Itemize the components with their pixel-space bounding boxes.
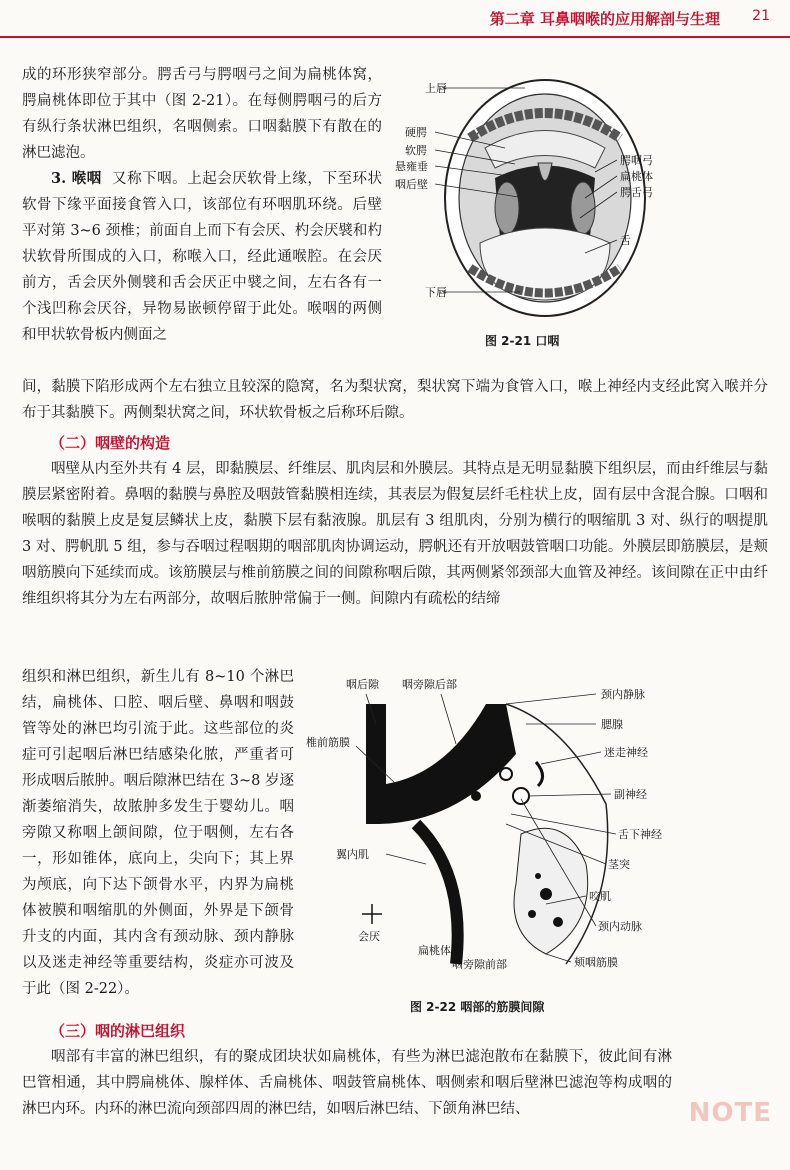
- paragraph-laryngopharynx: [22, 166, 382, 348]
- label-upper-lip: 上唇: [425, 82, 447, 95]
- section-heading-lymphoid: （三）咽的淋巴组织: [50, 1022, 186, 1040]
- paragraph-spaces: 组织和淋巴组织，新生儿有 8~10 个淋巴结，扁桃体、口腔、咽后壁、鼻咽和咽鼓管等处的淋巴均引流于此。这些部位的炎症可引起咽后淋巴结感染化脓，严重者可形成咽后脓肿。咽后隙淋巴结在 3~8 岁逐渐萎缩消失，故脓肿多发生于婴幼儿。咽旁隙又称咽上颌间隙，位于咽侧，左右各一，形如锥体，底向上，尖向下；其上界为颅底，向下达下颌骨水平，内界为扁桃体被膜和咽缩肌的外侧面，外界是下颌骨升支的内面，其内含有颈动脉、颈内静脉以及迷走神经等重要结构，炎症亦可波及于此（图 2-22）。: [22, 669, 294, 997]
- label-palatopharyngeal-arch: 腭咽弓: [620, 154, 653, 167]
- note-watermark: NOTE: [688, 1098, 772, 1128]
- section-heading-wall-structure: （二）咽壁的构造: [50, 434, 171, 452]
- label-pterygoid: 翼内肌: [336, 848, 369, 861]
- label-internal-jugular-vein: 颈内静脉: [601, 688, 645, 701]
- label-uvula: 悬雍垂: [395, 160, 428, 173]
- label-parotid: 腮腺: [601, 718, 623, 731]
- label-prevertebral-fascia: 椎前筋膜: [306, 736, 350, 749]
- figure-caption: 图 2-22 咽部的筋膜间隙: [410, 1000, 545, 1014]
- label-accessory: 副神经: [614, 788, 647, 801]
- label-hard-palate: 硬腭: [405, 126, 427, 139]
- label-tongue: 舌: [620, 234, 631, 247]
- label-styloid: 茎突: [608, 858, 630, 871]
- paragraph-wall-layers: 咽壁从内至外共有 4 层，即黏膜层、纤维层、肌肉层和外膜层。其特点是无明显黏膜下组织层，而由纤维层与黏膜层紧密附着。鼻咽的黏膜与鼻腔及咽鼓管黏膜相连续，其表层为假复层纤毛柱状上皮，固有层中含混合腺。口咽和喉咽的黏膜上皮是复层鳞状上皮，黏膜下层有黏液腺。肌层有 3 组肌肉，分别为横行的咽缩肌 3 对、纵行的咽提肌 3 对、腭帆肌 5 组，参与吞咽过程咽期的咽部肌肉协调运动，腭帆还有开放咽鼓管咽口功能。外膜层即筋膜层，是颊咽筋膜向下延续而成。该筋膜层与椎前筋膜之间的间隙称咽后隙，其两侧紧邻颈部大血管及神经。该间隙在正中由纤维组织将其分为左右两部分，故咽后脓肿常偏于一侧。间隙内有疏松的结缔: [22, 461, 768, 607]
- label-fig22-tonsil: 扁桃体: [418, 944, 451, 957]
- label-internal-carotid: 颈内动脉: [598, 920, 642, 933]
- paragraph-lymphoid: 咽部有丰富的淋巴组织，有的聚成团块状如扁桃体，有些为淋巴滤泡散布在黏膜下，彼此间有淋巴管相通，其中腭扁桃体、腺样体、舌扁桃体、咽鼓管扁桃体、咽侧索和咽后壁淋巴滤泡等构成咽的淋巴内环。内环的淋巴流向颈部四周的淋巴结，如咽后淋巴结、下颌角淋巴结、: [22, 1049, 672, 1117]
- header-rule: [0, 36, 790, 38]
- label-tonsil: 扁桃体: [620, 170, 653, 183]
- label-soft-palate: 软腭: [405, 144, 427, 157]
- figure-caption: 图 2-21 口咽: [485, 334, 560, 348]
- label-parapharyngeal-posterior: 咽旁隙后部: [402, 678, 457, 691]
- page-header: [0, 0, 790, 40]
- paragraph-text: 又称下咽。上起会厌软骨上缘，下至环状软骨下缘平面接食管入口，该部位有环咽肌环绕。后壁平对第 3~6 颈椎；前面自上而下有会厌、杓会厌襞和杓状软骨所围成的入口，称喉入口，经此通喉腔。在会厌前方，舌会厌外侧襞和舌会厌正中襞之间，左右各有一个浅凹称会厌谷，异物易嵌顿停留于此处。喉咽的两侧和甲状软骨板内侧面之: [22, 171, 383, 343]
- label-buccopharyngeal-fascia: 颊咽筋膜: [574, 956, 618, 969]
- label-epiglottis: 会厌: [358, 930, 380, 943]
- chapter-title: 第二章 耳鼻咽喉的应用解剖与生理: [489, 10, 720, 28]
- label-palatoglossal-arch: 腭舌弓: [620, 186, 653, 199]
- label-hypoglossal: 舌下神经: [618, 828, 662, 841]
- fascial-spaces-illustration: [306, 664, 776, 984]
- label-retropharyngeal: 咽后隙: [346, 678, 379, 691]
- label-masseter: 咬肌: [589, 890, 611, 903]
- figure-2-21: [395, 68, 775, 358]
- label-vagus: 迷走神经: [604, 746, 648, 759]
- page-number: 21: [752, 8, 770, 24]
- figure-2-22: [306, 664, 776, 1024]
- label-lower-lip: 下唇: [425, 286, 447, 299]
- paragraph-piriform: 间，黏膜下陷形成两个左右独立且较深的隐窝，名为梨状窝，梨状窝下端为食管入口，喉上神经内支经此窝入喉并分布于其黏膜下。两侧梨状窝之间，环状软骨板之后称环后隙。: [22, 379, 768, 421]
- section-number-heading: 3. 喉咽: [51, 170, 102, 187]
- paragraph-oropharynx: 成的环形狭窄部分。腭舌弓与腭咽弓之间为扁桃体窝，腭扁桃体即位于其中（图 2-21）。在每侧腭咽弓的后方有纵行条状淋巴组织，名咽侧索。口咽黏膜下有散在的淋巴滤泡。: [22, 67, 382, 161]
- label-parapharyngeal-anterior: 咽旁隙前部: [452, 958, 507, 971]
- label-posterior-wall: 咽后壁: [395, 178, 428, 191]
- oropharynx-illustration: [395, 68, 775, 328]
